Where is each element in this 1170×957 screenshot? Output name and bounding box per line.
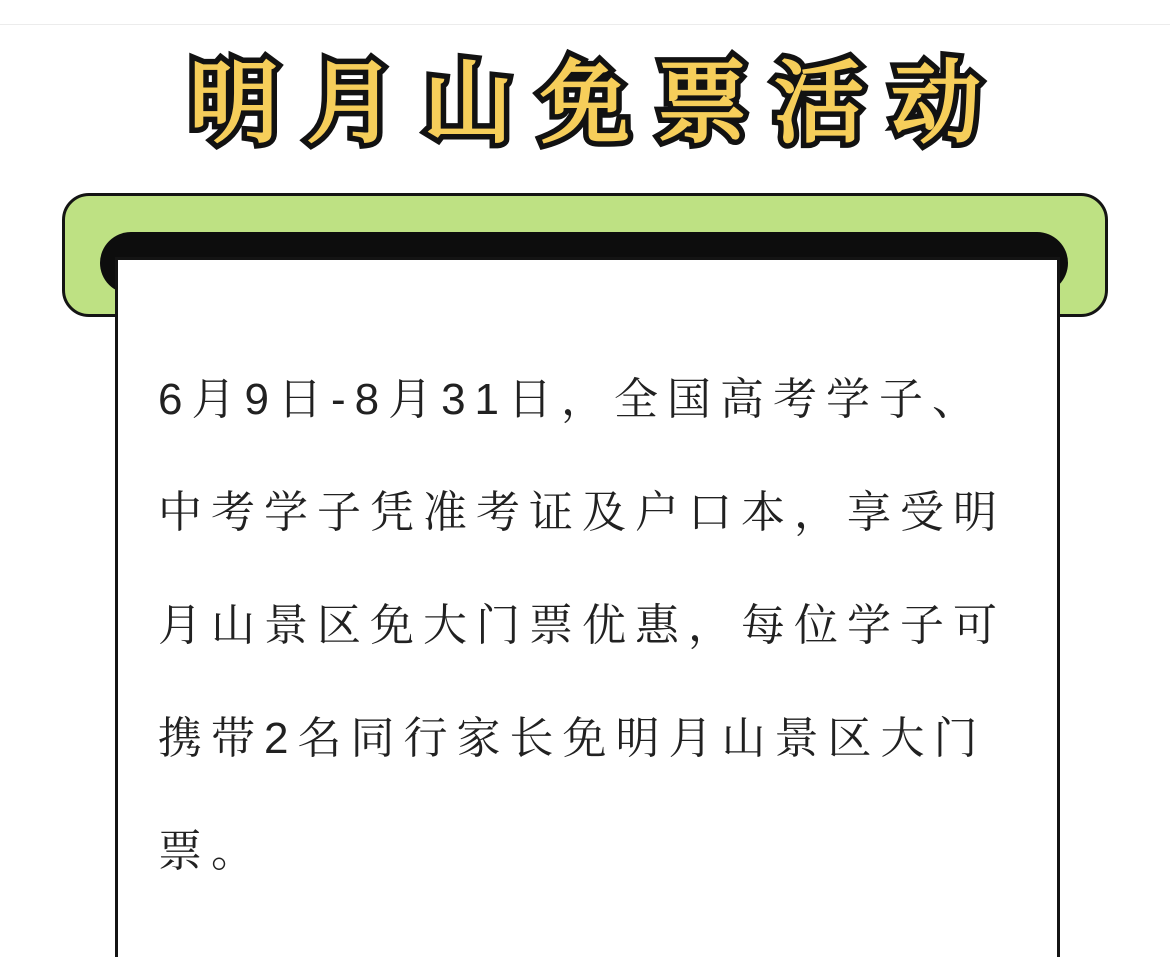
body-line: 6月9日-8月31日，全国高考学子、 — [158, 375, 986, 424]
body-line: 中考学子凭准考证及户口本，享受明 — [158, 488, 1006, 537]
poster-title: 明月山免票活动 — [189, 54, 1008, 154]
top-divider — [0, 24, 1170, 25]
body-line: 月山景区免大门票优惠，每位学子可 — [158, 601, 1006, 650]
body-line: 携带2名同行家长免明月山景区大门 — [158, 714, 987, 763]
content-card — [115, 257, 1060, 957]
body-text — [118, 260, 1057, 908]
body-line: 票。 — [158, 827, 264, 876]
